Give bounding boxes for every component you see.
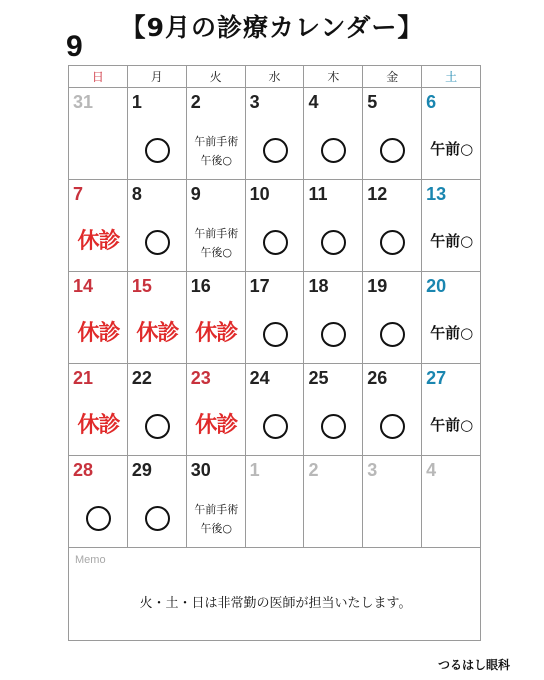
weekday-thursday: 木	[304, 66, 363, 88]
calendar-day-cell	[246, 180, 305, 272]
day-number: 19	[367, 276, 388, 296]
calendar-day-cell	[187, 272, 246, 364]
day-number: 15	[131, 276, 152, 296]
day-number: 4	[308, 92, 319, 112]
day-number: 25	[308, 368, 329, 388]
calendar-day-cell	[246, 88, 305, 180]
day-number: 3	[249, 92, 260, 112]
closed-label: 休診	[77, 229, 120, 254]
calendar-day-cell	[304, 456, 363, 548]
calendar-day-cell	[187, 180, 246, 272]
open-circle-icon	[145, 506, 170, 531]
calendar-day-cell	[246, 456, 305, 548]
open-circle-icon	[145, 230, 170, 255]
closed-label: 休診	[136, 321, 179, 346]
day-number: 1	[249, 460, 260, 480]
open-circle-icon	[380, 138, 405, 163]
day-number: 9	[190, 184, 201, 204]
open-circle-icon	[263, 414, 288, 439]
open-circle-icon	[321, 414, 346, 439]
calendar-day-cell	[363, 364, 422, 456]
day-number: 5	[367, 92, 378, 112]
morning-only-label: 午前○	[430, 416, 474, 434]
day-number: 13	[426, 184, 447, 204]
day-number: 7	[73, 184, 84, 204]
calendar-day-cell	[304, 180, 363, 272]
month-number: 9	[66, 30, 83, 63]
calendar-day-cell	[69, 456, 128, 548]
open-circle-icon	[145, 414, 170, 439]
calendar-week	[69, 456, 481, 548]
open-circle-icon	[145, 138, 170, 163]
surgery-pm-label: 午後○	[200, 246, 233, 259]
open-circle-icon	[86, 506, 111, 531]
calendar-day-cell	[128, 88, 187, 180]
day-number: 8	[131, 184, 142, 204]
day-number: 4	[426, 460, 437, 480]
closed-label: 休診	[77, 321, 120, 346]
calendar-week	[69, 272, 481, 364]
day-number: 11	[308, 184, 328, 204]
closed-label: 休診	[195, 413, 238, 438]
morning-only-label: 午前○	[430, 324, 474, 342]
calendar-weeks	[69, 88, 481, 548]
day-number: 16	[190, 276, 211, 296]
day-number: 3	[367, 460, 378, 480]
calendar-week	[69, 180, 481, 272]
calendar-week	[69, 88, 481, 180]
weekday-header	[69, 66, 481, 88]
calendar-day-cell	[128, 272, 187, 364]
calendar-day-cell	[422, 88, 481, 180]
surgery-am-label: 午前手術	[194, 503, 239, 516]
open-circle-icon	[380, 230, 405, 255]
day-number: 31	[73, 92, 94, 112]
calendar-day-cell	[69, 88, 128, 180]
day-number: 21	[73, 368, 94, 388]
surgery-note	[187, 132, 246, 170]
calendar-day-cell	[304, 272, 363, 364]
day-number: 10	[249, 184, 270, 204]
calendar-day-cell	[187, 364, 246, 456]
day-number: 14	[73, 276, 94, 296]
calendar-day-cell	[69, 364, 128, 456]
weekday-monday: 月	[128, 66, 187, 88]
day-number: 17	[249, 276, 270, 296]
closed-label: 休診	[77, 413, 120, 438]
day-number: 2	[190, 92, 201, 112]
calendar-grid	[68, 65, 481, 548]
clinic-name: つるはし眼科	[437, 658, 510, 672]
open-circle-icon	[263, 322, 288, 347]
calendar-day-cell	[304, 88, 363, 180]
calendar-week	[69, 364, 481, 456]
weekday-saturday: 土	[422, 66, 481, 88]
open-circle-icon	[321, 322, 346, 347]
calendar-day-cell	[422, 272, 481, 364]
day-number: 23	[190, 368, 211, 388]
calendar-day-cell	[128, 180, 187, 272]
day-number: 22	[131, 368, 152, 388]
day-number: 24	[249, 368, 270, 388]
calendar-day-cell	[363, 456, 422, 548]
calendar-day-cell	[187, 456, 246, 548]
calendar-day-cell	[187, 88, 246, 180]
day-number: 6	[426, 92, 437, 112]
calendar-day-cell	[128, 456, 187, 548]
day-number: 18	[308, 276, 329, 296]
surgery-am-label: 午前手術	[194, 227, 239, 240]
day-number: 30	[190, 460, 211, 480]
calendar-day-cell	[363, 272, 422, 364]
morning-only-label: 午前○	[430, 140, 474, 158]
calendar-day-cell	[128, 364, 187, 456]
day-number: 28	[73, 460, 94, 480]
calendar-day-cell	[422, 456, 481, 548]
calendar-day-cell	[304, 364, 363, 456]
morning-only-label: 午前○	[430, 232, 474, 250]
memo-label: Memo	[75, 554, 106, 566]
open-circle-icon	[263, 230, 288, 255]
weekday-wednesday: 水	[246, 66, 305, 88]
weekday-friday: 金	[363, 66, 422, 88]
open-circle-icon	[380, 414, 405, 439]
calendar-day-cell	[363, 180, 422, 272]
surgery-note	[187, 224, 246, 262]
calendar-day-cell	[69, 272, 128, 364]
calendar-day-cell	[363, 88, 422, 180]
open-circle-icon	[321, 138, 346, 163]
calendar-day-cell	[69, 180, 128, 272]
day-number: 1	[131, 92, 142, 112]
memo-text: 火・土・日は非常勤の医師が担当いたします。	[139, 596, 412, 611]
day-number: 26	[367, 368, 388, 388]
surgery-pm-label: 午後○	[200, 154, 233, 167]
calendar-day-cell	[246, 272, 305, 364]
day-number: 29	[131, 460, 152, 480]
day-number: 20	[426, 276, 447, 296]
surgery-note	[187, 500, 246, 538]
calendar-day-cell	[422, 180, 481, 272]
surgery-am-label: 午前手術	[194, 135, 239, 148]
day-number: 27	[426, 368, 447, 388]
page-title: 【9月の診療カレンダー】	[120, 13, 424, 42]
weekday-tuesday: 火	[187, 66, 246, 88]
day-number: 12	[367, 184, 388, 204]
surgery-pm-label: 午後○	[200, 522, 233, 535]
open-circle-icon	[263, 138, 288, 163]
closed-label: 休診	[195, 321, 238, 346]
day-number: 2	[308, 460, 319, 480]
open-circle-icon	[321, 230, 346, 255]
memo-box	[68, 548, 481, 641]
calendar-day-cell	[422, 364, 481, 456]
calendar-day-cell	[246, 364, 305, 456]
open-circle-icon	[380, 322, 405, 347]
weekday-sunday: 日	[69, 66, 128, 88]
